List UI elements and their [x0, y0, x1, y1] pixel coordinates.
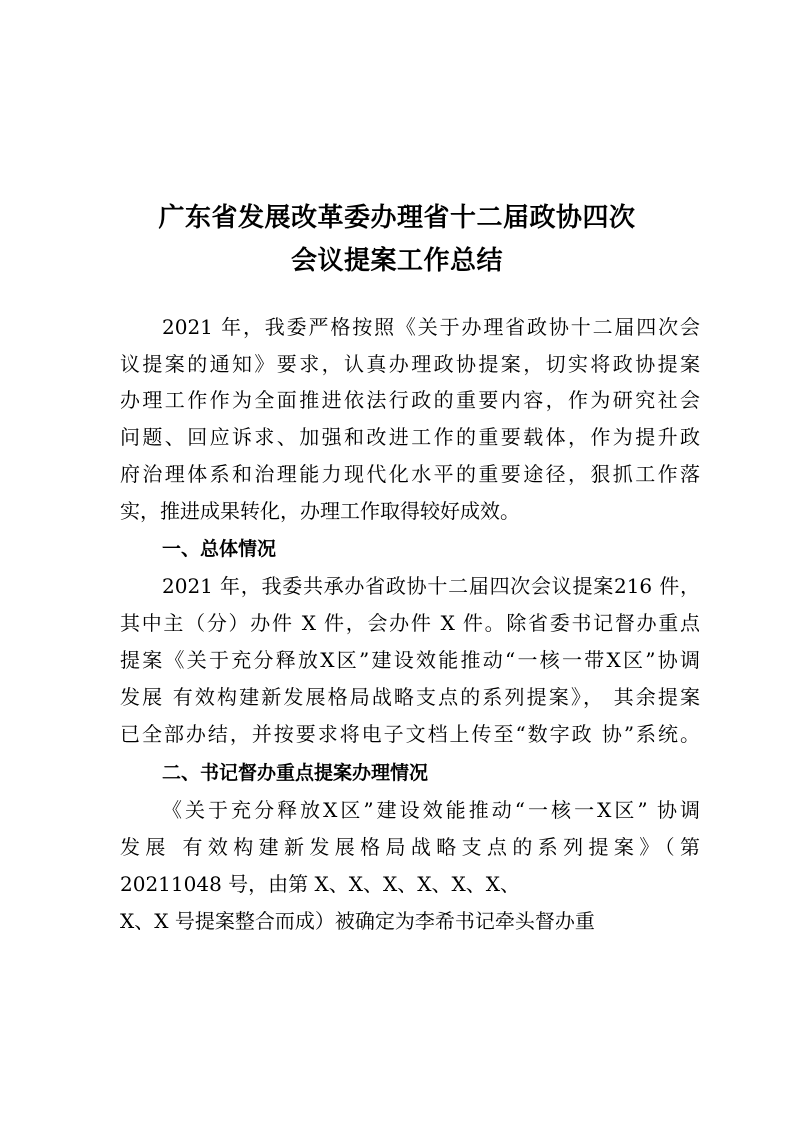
- intro-paragraph-line: 2021 年，我委严格按照《关于办理省政协十二届四次会: [162, 315, 700, 339]
- section-heading-overview: 一、总体情况: [162, 538, 277, 560]
- key-proposal-paragraph-line: 《关于充分释放X区”建设效能推动“一核一X区” 协调: [162, 798, 700, 822]
- document-title-line-2: 会议提案工作总结: [290, 246, 503, 276]
- key-proposal-paragraph-line: X、X 号提案整合而成）被确定为李希书记牵头督办重: [120, 909, 595, 933]
- intro-paragraph-line: 实，推进成果转化，办理工作取得较好成效。: [120, 499, 520, 523]
- overview-paragraph-line: 其中主（分）办件 X 件，会办件 X 件。除省委书记督办重点: [120, 611, 700, 635]
- intro-paragraph-line: 府治理体系和治理能力现代化水平的重要途径，狠抓工作落: [120, 462, 700, 486]
- key-proposal-paragraph-line: 20211048 号，由第 X、X、X、X、X、X、: [120, 872, 520, 896]
- overview-paragraph-line: 2021 年，我委共承办省政协十二届四次会议提案216 件，: [162, 574, 700, 598]
- overview-paragraph-line: 已全部办结，并按要求将电子文档上传至“数字政 协”系统。: [120, 722, 700, 746]
- key-proposal-paragraph-line: 发展 有效构建新发展格局战略支点的系列提案》（第: [120, 835, 700, 859]
- overview-paragraph-line: 发展 有效构建新发展格局战略支点的系列提案》， 其余提案: [120, 685, 700, 709]
- section-heading-key-proposal: 二、书记督办重点提案办理情况: [162, 762, 429, 784]
- overview-paragraph-line: 提案《关于充分释放X区”建设效能推动“一核一带X区”协调: [120, 648, 700, 672]
- intro-paragraph-line: 议提案的通知》要求，认真办理政协提案，切实将政协提案: [120, 352, 700, 376]
- document-title-line-1: 广东省发展改革委办理省十二届政协四次: [158, 203, 636, 233]
- intro-paragraph-line: 问题、回应诉求、加强和改进工作的重要载体，作为提升政: [120, 425, 700, 449]
- intro-paragraph-line: 办理工作作为全面推进依法行政的重要内容，作为研究社会: [120, 388, 700, 412]
